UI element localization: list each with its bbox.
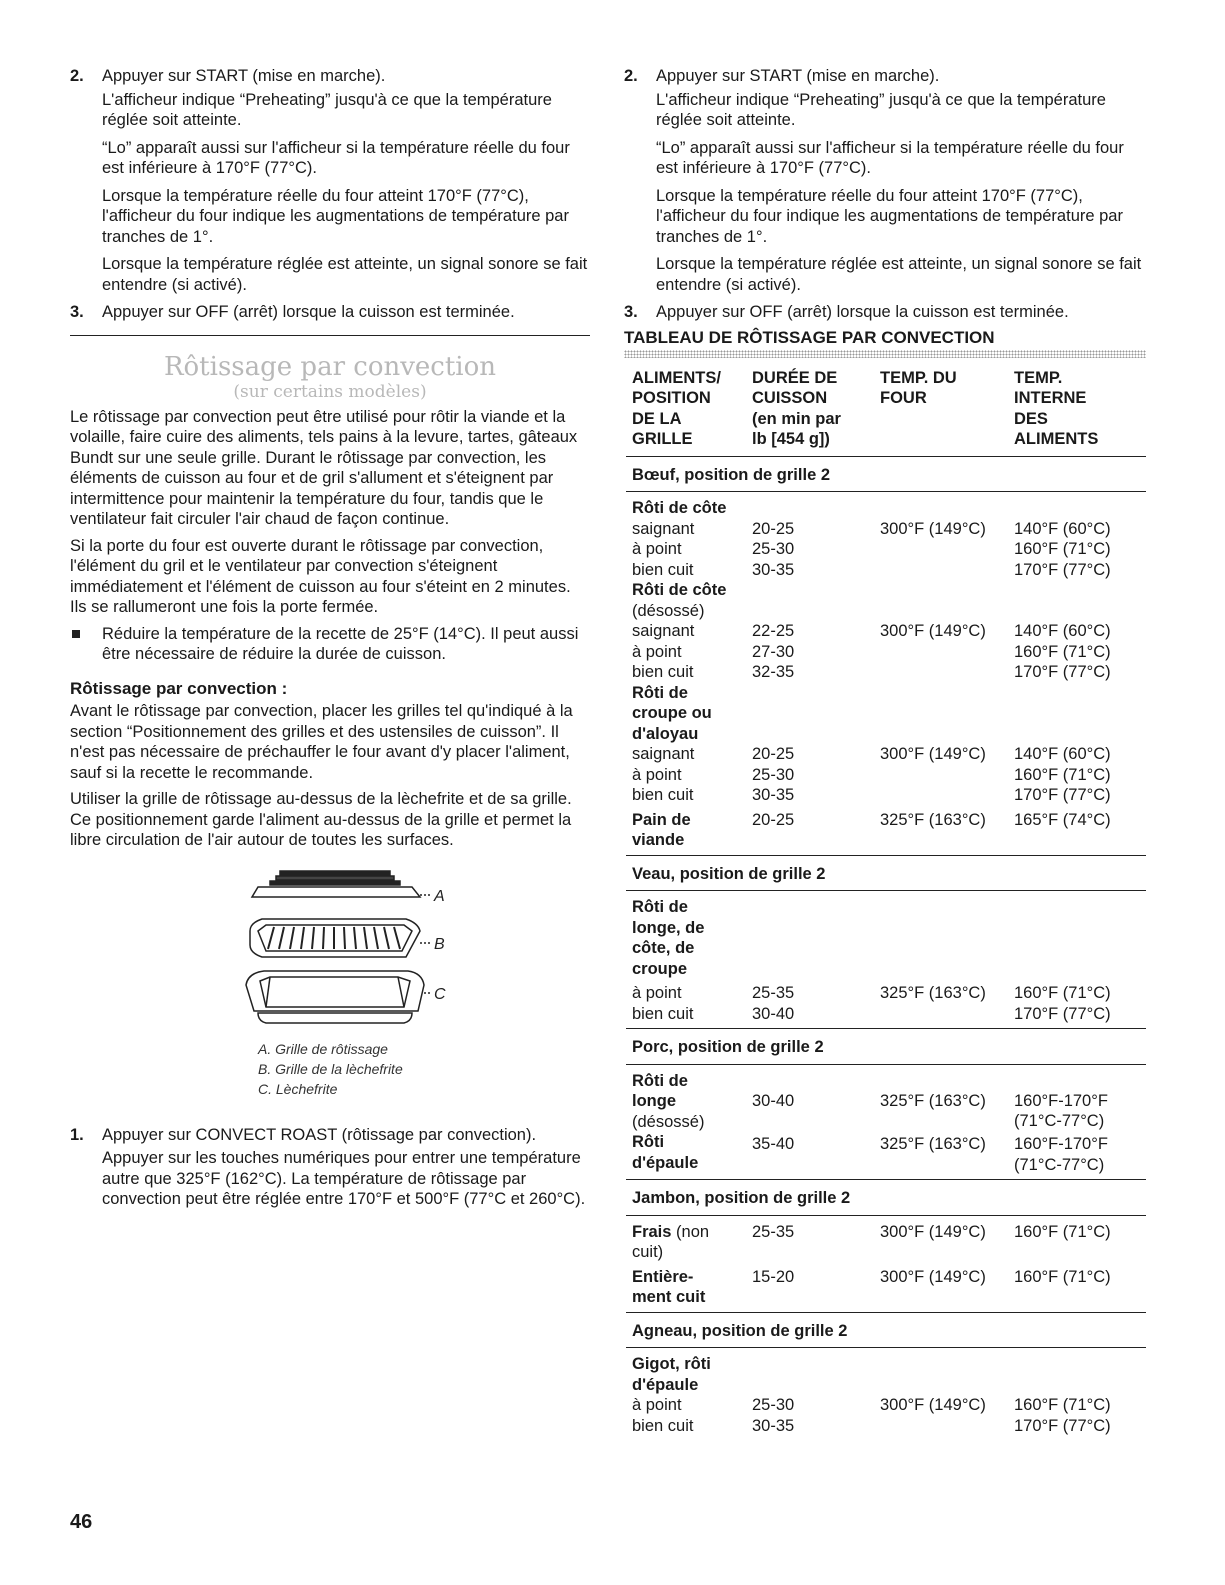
step-2-signal: Lorsque la température réglée est atteinte, un signal sonore se fait entendre (si activé). [656,255,1142,294]
table-row [626,983,1146,1004]
title-line: longe [632,1092,676,1110]
bullet-text: Réduire la température de la recette de 25°F (14°C). Il peut aussi être nécessaire de réduire la durée de cuisson. [102,624,579,663]
internal-temp [1014,1071,1146,1133]
title-line: d'aloyau [632,724,699,743]
header-line: DE LA [632,409,682,428]
oven-temp: 300°F (149°C) [880,1222,986,1241]
internal-temp: 140°F (60°C) [1014,622,1111,640]
doneness: à point [632,765,682,784]
figure-label-b: B [434,935,445,953]
title-line: ment cuit [632,1288,706,1306]
table-row [626,580,1146,601]
title-line: côte, de [632,939,695,957]
title-line: Gigot, rôti [632,1355,711,1373]
title-rest: cuit) [632,1243,664,1261]
step-3 [70,302,590,323]
table-row [626,621,1146,642]
step-text: Appuyer sur START (mise en marche). [102,67,386,85]
step-text: Appuyer sur CONVECT ROAST (rôtissage par convection). [102,1125,537,1144]
table-title-bar [624,350,1146,358]
section-row-lamb [626,1312,1146,1348]
title-line: d'épaule [632,1375,699,1394]
food-title [626,683,1146,745]
internal-temp: 160°F (71°C) [1014,765,1111,784]
sub-heading: Rôtissage par convection : [70,678,288,698]
table-row [626,1416,1146,1437]
cook-time: 30-40 [752,1004,880,1029]
internal-temp: 160°F (71°C) [1014,642,1111,661]
table-row [626,539,1146,560]
cook-time: 20-25 [752,806,880,856]
title-line: croupe [632,959,688,978]
food-title [626,1354,1146,1395]
doneness: saignant [632,519,695,538]
step-2-lo: “Lo” apparaît aussi sur l'afficheur si la température réelle du four est inférieure à 170°F (77°C). [102,138,570,177]
bullet-square-icon [70,624,102,665]
roasting-figure [70,857,590,1125]
oven-temp [880,1004,1014,1029]
cook-time: 25-35 [752,1222,795,1241]
oven-temp: 325°F (163°C) [880,1132,1014,1180]
title-line: Entière- [632,1267,694,1286]
title-line: Rôti de [632,1071,688,1090]
cook-time: 30-40 [752,1091,795,1110]
left-column [70,66,590,1217]
step-number: 3. [70,303,84,321]
header-line: GRILLE [632,430,693,448]
table-row [626,1395,1146,1416]
cook-time: 32-35 [752,663,795,681]
figure-label-a: A [434,887,445,905]
section-label: Bœuf, position de grille 2 [626,456,1146,492]
title-line: Pain de [632,810,691,829]
cook-time: 25-30 [752,540,795,558]
header-internal-temp [1014,358,1146,457]
header-line: DURÉE DE [752,368,838,387]
oven-temp [880,642,1014,663]
temp-line: (71°C-77°C) [1014,1112,1105,1130]
cook-time: 27-30 [752,642,795,661]
food-title [626,1132,752,1180]
cook-time: 20-25 [752,745,795,763]
header-line: DES [1014,409,1048,428]
step-text: Appuyer sur OFF (arrêt) lorsque la cuisson est terminée. [656,303,1069,321]
internal-temp: 160°F (71°C) [1014,1267,1146,1313]
header-line: POSITION [632,389,711,407]
section-divider [70,335,590,336]
figure-label-c: C [434,985,446,1003]
table-row [626,897,1146,983]
step-2-signal: Lorsque la température réglée est atteinte, un signal sonore se fait entendre (si activé). [102,255,588,294]
header-time [752,358,880,457]
header-line: ALIMENTS/ [632,368,721,387]
step-2-lo: “Lo” apparaît aussi sur l'afficheur si la température réelle du four est inférieure à 170°F (77°C). [656,138,1124,177]
section-row-pork [626,1029,1146,1065]
step-text: Appuyer sur START (mise en marche). [656,67,940,85]
broiler-grid-drawing [250,919,432,957]
sub-paragraph-1: Avant le rôtissage par convection, placer les grilles tel qu'indiqué à la section “Positionnement des grilles et des ustensiles de cuisson”. Il n'est pas nécessaire de préchauffer le four avant d'y placer l'aliment, sauf si la recette le recommande. [70,702,573,782]
header-line: (en min par [752,409,841,428]
internal-temp: 140°F (60°C) [1014,745,1111,763]
bullet-item [70,624,590,665]
title-bold: Frais [632,1222,672,1241]
table-row [626,765,1146,786]
figure-captions [258,1039,403,1099]
oven-temp [880,765,1014,786]
food-title [626,1222,752,1267]
intro-paragraph-2: Si la porte du four est ouverte durant le rôtissage par convection, l'élément du gril et le ventilateur par convection s'éteignent immédiatement et l'élément de cuisson au four s'éteint en 2 minutes. Ils se rallumeront une fois la porte fermée. [70,536,571,616]
food-note: (désossé) [632,601,705,620]
title-line: viande [632,831,685,849]
broiler-pan-drawing [246,971,432,1023]
doneness: bien cuit [632,663,694,681]
doneness: à point [632,540,682,558]
oven-temp: 325°F (163°C) [880,1091,986,1110]
doneness: saignant [632,622,695,640]
doneness: à point [632,642,682,661]
table-row [626,560,1146,581]
step-2 [70,66,590,87]
food-title [626,897,1146,983]
table-row [626,601,1146,622]
oven-temp: 300°F (149°C) [880,622,986,640]
table-row [626,642,1146,663]
doneness: saignant [632,745,695,763]
table-row [626,785,1146,806]
internal-temp: 170°F (77°C) [1014,560,1111,579]
table-row [626,1267,1146,1313]
right-column [624,66,1146,1436]
step-1 [70,1125,590,1146]
cook-time: 30-35 [752,1416,795,1435]
table-row [626,1071,1146,1133]
internal-temp [1014,1132,1146,1180]
doneness: bien cuit [632,1416,694,1435]
doneness: à point [632,984,682,1002]
section-label: Porc, position de grille 2 [626,1029,1146,1065]
header-oven-temp [880,358,1014,457]
cook-time: 25-30 [752,1396,795,1414]
title-rest: (non [671,1222,710,1241]
oven-temp: 325°F (163°C) [880,984,986,1002]
step-number: 2. [70,67,84,85]
header-line: CUISSON [752,389,828,407]
table-row [626,806,1146,856]
section-label: Agneau, position de grille 2 [626,1312,1146,1348]
caption-c: C. Lèchefrite [258,1080,338,1097]
internal-temp: 170°F (77°C) [1014,1004,1146,1029]
step-1-temperature: Appuyer sur les touches numériques pour entrer une température autre que 325°F (162°C). La température de rôtissage par convection peut être réglée entre 170°F et 500°F (77°C et 260°C). [102,1149,586,1208]
page-number: 46 [70,1511,93,1533]
step-text: Appuyer sur OFF (arrêt) lorsque la cuisson est terminée. [102,303,515,321]
internal-temp: 140°F (60°C) [1014,519,1111,538]
doneness: bien cuit [632,786,694,804]
oven-temp [880,785,1014,806]
section-row-beef [626,456,1146,492]
internal-temp: 165°F (74°C) [1014,806,1146,856]
cook-time: 30-35 [752,560,795,579]
oven-temp: 300°F (149°C) [880,1267,1014,1313]
header-line: TEMP. [1014,368,1063,387]
roasting-table [626,358,1146,1437]
temp-line: (71°C-77°C) [1014,1155,1105,1174]
cook-time: 30-35 [752,786,795,804]
step-3 [624,302,1146,323]
doneness: à point [632,1396,682,1414]
cook-time: 20-25 [752,519,795,538]
header-line: FOUR [880,389,927,407]
doneness: bien cuit [626,1004,752,1029]
internal-temp: 160°F (71°C) [1014,984,1111,1002]
step-2-increments: Lorsque la température réelle du four atteint 170°F (77°C), l'afficheur du four indique les augmentations de température par tranches de 1°. [102,186,569,246]
cook-time: 35-40 [752,1132,880,1180]
title-line: d'épaule [632,1153,699,1172]
temp-line: 160°F-170°F [1014,1135,1108,1153]
oven-temp: 300°F (149°C) [880,519,986,538]
step-number: 3. [624,303,638,321]
header-food [626,358,752,457]
step-2 [624,66,1146,87]
title-line: croupe ou [632,704,712,722]
section-subtitle: (sur certains modèles) [233,381,427,402]
title-line: Rôti [632,1133,665,1151]
table-row [626,662,1146,683]
section-row-ham [626,1180,1146,1216]
table-title: TABLEAU DE RÔTISSAGE PAR CONVECTION [624,327,995,347]
cook-time: 15-20 [752,1267,880,1313]
table-row [626,1222,1146,1267]
header-line: INTERNE [1014,389,1087,407]
table-header-row [626,358,1146,457]
oven-temp: 325°F (163°C) [880,806,1014,856]
food-title: Rôti de côte [632,499,727,517]
cook-time: 25-35 [752,984,795,1002]
roasting-rack-drawing [252,871,432,897]
table-row [626,519,1146,540]
internal-temp: 170°F (77°C) [1014,1416,1111,1435]
header-line: TEMP. DU [880,368,957,387]
table-row [626,1132,1146,1180]
internal-temp: 160°F (71°C) [1014,1222,1111,1241]
internal-temp: 170°F (77°C) [1014,786,1111,804]
title-line: longe, de [632,918,705,937]
oven-temp [880,1416,1014,1437]
doneness: bien cuit [632,560,694,579]
title-line: Rôti de [632,898,688,916]
oven-temp [880,539,1014,560]
cook-time: 25-30 [752,765,795,784]
oven-temp [880,560,1014,581]
header-line: ALIMENTS [1014,430,1099,448]
food-title [626,806,752,856]
food-note: (désossé) [632,1112,705,1131]
step-2-preheating: L'afficheur indique “Preheating” jusqu'à ce que la température réglée soit atteinte. [656,90,1106,129]
table-row [626,744,1146,765]
step-2-preheating: L'afficheur indique “Preheating” jusqu'à ce que la température réglée soit atteinte. [102,90,552,129]
oven-temp: 300°F (149°C) [880,745,986,763]
food-title [626,1267,752,1313]
step-number: 2. [624,67,638,85]
food-title [626,1071,752,1133]
step-2-increments: Lorsque la température réelle du four atteint 170°F (77°C), l'afficheur du four indique les augmentations de température par tranches de 1°. [656,186,1123,246]
section-row-veal [626,855,1146,891]
table-row [626,498,1146,519]
table-row [626,1354,1146,1395]
section-label: Veau, position de grille 2 [626,855,1146,891]
oven-temp [880,662,1014,683]
section-title: Rôtissage par convection [163,351,497,382]
section-label: Jambon, position de grille 2 [626,1180,1146,1216]
title-line: Rôti de [632,683,688,702]
step-number: 1. [70,1125,84,1144]
table-row [626,1004,1146,1029]
intro-paragraph-1: Le rôtissage par convection peut être utilisé pour rôtir la viande et la volaille, faire cuire des aliments, tels pains à la levure, tartes, gâteaux Bundt sur une seule grille. Durant le rôtissage par convection, les éléments de cuisson au four et de gril s'allument et s'éteignent par intermittence pour maintenir la température du four, tandis que le ventilateur fait circuler l'air chaud de façon continue. [70,407,578,528]
internal-temp: 170°F (77°C) [1014,663,1111,681]
caption-b: B. Grille de la lèchefrite [258,1060,403,1077]
header-line: lb [454 g]) [752,430,830,448]
internal-temp: 160°F (71°C) [1014,1396,1111,1414]
sub-paragraph-2: Utiliser la grille de rôtissage au-dessus de la lèchefrite et de sa grille. Ce positionnement garde l'aliment au-dessus de la grille et permet la libre circulation de l'air autour de toutes les surfaces. [70,790,572,849]
internal-temp: 160°F (71°C) [1014,540,1111,558]
food-title: Rôti de côte [632,581,727,599]
caption-a: A. Grille de rôtissage [258,1040,388,1057]
oven-temp: 300°F (149°C) [880,1396,986,1414]
temp-line: 160°F-170°F [1014,1091,1108,1110]
cook-time: 22-25 [752,622,795,640]
table-row [626,683,1146,745]
